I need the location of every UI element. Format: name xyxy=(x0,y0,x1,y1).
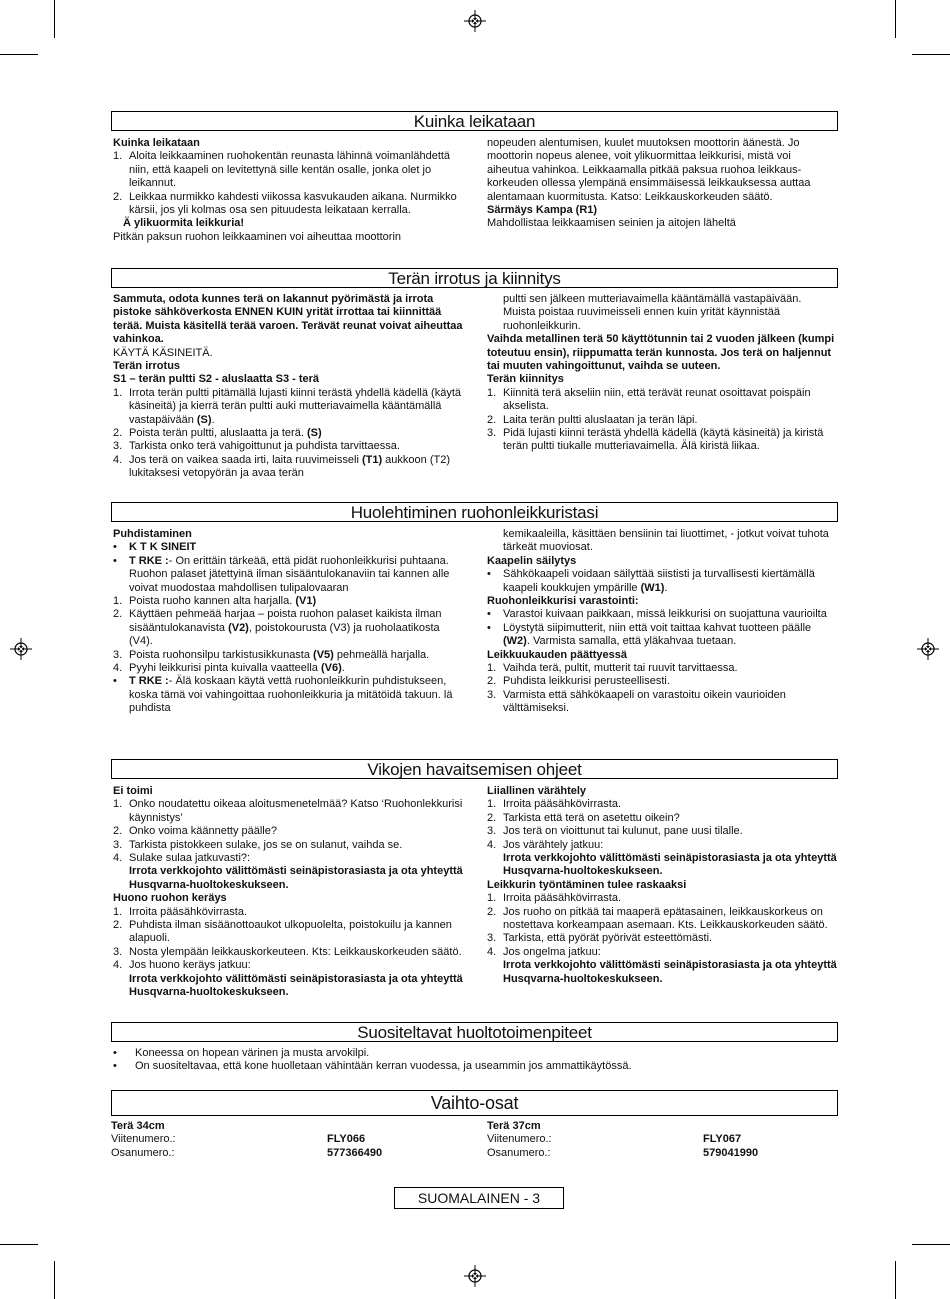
s4-list-2 xyxy=(113,906,468,973)
list-item: 1. Aloita leikkaaminen ruohokentän reunasta lähinnä voimanlähdettä niin, että kaapeli on levitettynä sille kentän osalle, jonka olet jo leikannut. xyxy=(113,150,451,190)
parts-right xyxy=(487,1120,817,1160)
list-item: 1. Vaihda terä, pultit, mutterit tai ruuvit tarvittaessa. xyxy=(487,662,738,675)
s4-list-1 xyxy=(113,798,468,865)
s1-subtext: Pitkän paksun ruohon leikkaaminen voi aiheuttaa moottorin xyxy=(113,230,402,243)
part-value: FLY067 xyxy=(703,1133,742,1146)
list-item: 3. Nosta ylempään leikkauskorkeuteen. Kts: Leikkauskorkeuden säätö. xyxy=(113,945,462,958)
list-item: 2. Poista terän pultti, aluslaatta ja terä. (S) xyxy=(113,427,322,440)
s2-right-heading: Terän kiinnitys xyxy=(487,373,564,386)
s2-heading: Terän irrotus xyxy=(113,360,181,373)
part-heading: Terä 34cm xyxy=(111,1120,165,1132)
s4-right-list-2 xyxy=(487,892,839,959)
s2-right-column xyxy=(487,293,835,454)
s3-right-cont: kemikaaleilla, käsittäen bensiinin tai liuottimet, - jotkut voivat tuhota tärkeät muoviosat. xyxy=(503,528,829,554)
s2-left-column xyxy=(113,293,463,481)
list-item: 1. Irroita pääsähkövirrasta. xyxy=(487,798,621,811)
part-label: Osanumero.: xyxy=(111,1146,175,1159)
s4-right-list-1 xyxy=(487,798,839,852)
crop-mark xyxy=(895,0,896,38)
s1-left-column xyxy=(113,137,463,244)
s4-right-h2: Leikkurin työntäminen tulee raskaaksi xyxy=(487,878,687,891)
registration-mark-icon xyxy=(464,10,486,32)
list-item: 2. Jos ruoho on pitkää tai maaperä epätasainen, leikkauskorkeus on nostettava korkeampaan asemaan. Kts. Leikkauskorkeuden säätö. xyxy=(487,905,828,932)
list-item: 1. Irrota terän pultti pitämällä lujasti kiinni terästä yhdellä kädellä (käytä käsineitä) ja kierrä terän pultti auki mutteriavaimella kääntämällä vastapäivään (S). xyxy=(113,386,461,426)
s4-warn-1: Irrota verkkojohto välittömästi seinäpistorasiasta ja ota yhteyttä Husqvarna-huoltokeskukseen. xyxy=(129,865,463,891)
list-item: 4. Jos terä on vaikea saada irti, laita ruuvimeisseli (T1) aukkoon (T2) lukitaksesi vetopyörän ja avaa terän xyxy=(113,453,450,480)
part-heading: Terä 37cm xyxy=(487,1120,541,1132)
list-item: 3. Tarkista pistokkeen sulake, jos se on sulanut, vaihda se. xyxy=(113,838,403,851)
list-item: • Sähkökaapeli voidaan säilyttää siististi ja turvallisesti kiertämällä kaapeli koukkujen ympärille (W1). xyxy=(487,568,815,594)
list-item: 2. Puhdista ilman sisäänottoaukot ulkopuolelta, poistokuilu ja kannen alapuoli. xyxy=(113,919,452,945)
s4-right-h1: Liiallinen värähtely xyxy=(487,785,587,797)
s1-heading: Kuinka leikataan xyxy=(113,137,200,149)
list-item: 3. Varmista että sähkökaapeli on varastoitu oikein vaurioiden välttämiseksi. xyxy=(487,688,786,715)
s2-right-cont: pultti sen jälkeen mutteriavaimella kääntämällä vastapäivään. Muista poistaa ruuvimeisseli ennen kuin yrität käynnistää ruohonleikkurin. xyxy=(503,293,802,332)
part-label: Osanumero.: xyxy=(487,1146,551,1159)
crop-mark xyxy=(912,54,950,55)
list-item: 4. Sulake sulaa jatkuvasti?: xyxy=(113,852,251,865)
list-item: • K T K SINEIT xyxy=(113,541,197,554)
list-item: 1. Kiinnitä terä akseliin niin, että terävät reunat osoittavat poispäin akselista. xyxy=(487,386,811,413)
list-item: 4. Jos värähtely jatkuu: xyxy=(487,838,604,851)
s3-bullets xyxy=(113,541,463,595)
s3-right-list xyxy=(487,662,835,716)
registration-mark-icon xyxy=(10,638,32,660)
s2-list xyxy=(113,387,463,481)
section-title-teran-irrotus: Terän irrotus ja kiinnitys xyxy=(111,268,838,288)
list-item: 1. Onko noudatettu oikeaa aloitusmenetelmää? Katso ‘Ruohonlekkurisi käynnistys’ xyxy=(113,798,463,824)
list-item: • On suositeltavaa, että kone huolletaan vähintään kerran vuodessa, ja useammin jos ammattikäytössä. xyxy=(113,1060,632,1073)
s4-h1: Ei toimi xyxy=(113,785,153,797)
s1-list xyxy=(113,150,463,217)
section-title-vaihto-osat: Vaihto-osat xyxy=(111,1090,838,1116)
s3-right-column xyxy=(487,528,835,716)
registration-mark-icon xyxy=(464,1265,486,1287)
s4-right-column xyxy=(487,785,839,986)
section-title-suositeltavat: Suositeltavat huoltotoimenpiteet xyxy=(111,1022,838,1042)
s4-right-warn-1: Irrota verkkojohto välittömästi seinäpistorasiasta ja ota yhteyttä Husqvarna-huoltokeskukseen. xyxy=(503,852,837,878)
part-value: 577366490 xyxy=(327,1146,383,1159)
list-item: 2. Laita terän pultti aluslaatan ja terän läpi. xyxy=(487,413,698,426)
s1-right-text: nopeuden alentumisen, kuulet muutoksen moottorin äänestä. Jo moottorin nopeus alenee, voit ylikuormittaa leikkurisi, mistä voi aiheutua vahinkoa. Leikkaamalla pitkää paksua ruohoa leikkaus-korkeuden ollessa ylempänä ensimmäisessä leikkauksessa auttaa alentamaan kuormitusta. Katso: Leikkauskorkeuden säätö. xyxy=(487,137,811,203)
s3-left-column xyxy=(113,528,463,716)
parts-left xyxy=(111,1120,441,1160)
list-item: 2. Puhdista leikkurisi perusteellisesti. xyxy=(487,675,670,688)
list-item: 1. Poista ruoho kannen alta harjalla. (V1) xyxy=(113,595,317,608)
list-item: 3. Pidä lujasti kiinni terästä yhdellä kädellä (käytä käsineitä) ja kiristä terän pultti tiukalle mutteriavaimella. Älä kiristä liikaa. xyxy=(487,427,824,453)
section-title-huolehtiminen: Huolehtiminen ruohonleikkuristasi xyxy=(111,502,838,522)
s3-bullets-2 xyxy=(113,675,463,715)
crop-mark xyxy=(0,54,38,55)
part-label: Viitenumero.: xyxy=(111,1133,176,1146)
list-item: 3. Tarkista, että pyörät pyörivät esteettömästi. xyxy=(487,932,713,945)
s2-warning: Sammuta, odota kunnes terä on lakannut pyörimästä ja irrota pistoke sähköverkosta ENNEN KUIN yrität irrottaa tai kiinnittää terää. Muista käsitellä terää varoen. Terävät reunat voivat aiheuttaa vahinkoa. xyxy=(113,293,463,346)
s4-right-warn-2: Irrota verkkojohto välittömästi seinäpistorasiasta ja ota yhteyttä Husqvarna-huoltokeskukseen. xyxy=(503,959,837,985)
s3-right-h2: Ruohonleikkurisi varastointi: xyxy=(487,595,639,608)
s2-right-list xyxy=(487,387,835,454)
s3-right-bullets-1 xyxy=(487,568,835,595)
list-item: 4. Jos huono keräys jatkuu: xyxy=(113,959,251,972)
list-item: 1. Irroita pääsähkövirrasta. xyxy=(487,892,621,905)
page-footer-label: SUOMALAINEN - 3 xyxy=(394,1187,564,1209)
list-item: • T RKE :- Älä koskaan käytä vettä ruohonleikkurin puhdistukseen, koska tämä voi vahingoittaa ruohonleikkuria ja mitätöidä takuun. lä puhdista xyxy=(113,675,453,715)
list-item: 3. Poista ruohonsilpu tarkistusikkunasta (V5) pehmeällä harjalla. xyxy=(113,648,430,661)
list-item: 4. Jos ongelma jatkuu: xyxy=(487,945,601,958)
s1-subheading: Ä ylikuormita leikkuria! xyxy=(123,217,245,230)
list-item: • Varastoi kuivaan paikkaan, missä leikkurisi on suojattuna vaurioilta xyxy=(487,608,827,621)
s3-right-bullets-2 xyxy=(487,608,835,648)
part-label: Viitenumero.: xyxy=(487,1133,552,1146)
s5-column xyxy=(113,1047,833,1074)
crop-mark xyxy=(895,1261,896,1299)
list-item: 2. Tarkista että terä on asetettu oikein? xyxy=(487,811,680,824)
list-item: 3. Jos terä on vioittunut tai kulunut, pane uusi tilalle. xyxy=(487,825,743,838)
list-item: 2. Onko voima käännetty päälle? xyxy=(113,825,277,838)
s1-right-heading-text: Mahdollistaa leikkaamisen seinien ja aitojen läheltä xyxy=(487,217,736,230)
crop-mark xyxy=(54,0,55,38)
section-title-kuinka-leikataan: Kuinka leikataan xyxy=(111,111,838,131)
part-value: FLY066 xyxy=(327,1133,366,1146)
s4-warn-2: Irrota verkkojohto välittömästi seinäpistorasiasta ja ota yhteyttä Husqvarna-huoltokeskukseen. xyxy=(129,972,463,999)
s4-h2: Huono ruohon keräys xyxy=(113,892,227,905)
list-item: 2. Leikkaa nurmikko kahdesti viikossa kasvukauden aikana. Nurmikko kärsii, jos yli kolmas osa sen pituudesta leikataan kerralla. xyxy=(113,190,457,217)
crop-mark xyxy=(54,1261,55,1299)
s1-right-column xyxy=(487,137,832,231)
list-item: • Koneessa on hopean värinen ja musta arvokilpi. xyxy=(113,1047,370,1059)
s3-heading: Puhdistaminen xyxy=(113,528,192,540)
list-item: 2. Käyttäen pehmeää harjaa – poista ruohon palaset kaikista ilman sisääntulokanavista (V2), poistokourusta (V3) ja ruoholaatikosta (V4). xyxy=(113,608,442,648)
list-item: 4. Pyyhi leikkurisi pinta kuivalla vaatteella (V6). xyxy=(113,662,345,675)
s3-right-h3: Leikkuukauden päättyessä xyxy=(487,648,628,661)
list-item: 1. Irroita pääsähkövirrasta. xyxy=(113,905,247,918)
section-title-vikojen: Vikojen havaitsemisen ohjeet xyxy=(111,759,838,779)
s3-right-h1: Kaapelin säilytys xyxy=(487,554,577,567)
list-item: 3. Tarkista onko terä vahigoittunut ja puhdista tarvittaessa. xyxy=(113,440,400,453)
part-value: 579041990 xyxy=(703,1146,759,1159)
s1-right-heading: Särmäys Kampa (R1) xyxy=(487,204,598,217)
s2-right-warning: Vaihda metallinen terä 50 käyttötunnin tai 2 vuoden jälkeen (kumpi toteutuu ensin), riippumatta terän kunnosta. Jos terä on haljennut tai muuten vahingoittunut, vaihda se uuteen. xyxy=(487,333,835,373)
list-item: • T RKE :- On erittäin tärkeää, että pidät ruohonleikkurisi puhtaana. Ruohon palaset jätettyinä ilman sisääntulokanaviin tai kannen alle voivat muodostaa mahdollisen tulipalovaaran xyxy=(113,554,450,594)
crop-mark xyxy=(912,1244,950,1245)
s5-bullets xyxy=(113,1047,833,1074)
registration-mark-icon xyxy=(917,638,939,660)
list-item: • Löystytä siipimutterit, niin että voit taittaa kahvat tuotteen päälle (W2). Varmista samalla, että yläkahvaa tuetaan. xyxy=(487,621,812,648)
s2-parts: S1 – terän pultti S2 - aluslaatta S3 - terä xyxy=(113,373,320,386)
s4-left-column xyxy=(113,785,468,1000)
s3-list xyxy=(113,595,463,675)
s2-caps: KÄYTÄ KÄSINEITÄ. xyxy=(113,346,213,359)
crop-mark xyxy=(0,1244,38,1245)
